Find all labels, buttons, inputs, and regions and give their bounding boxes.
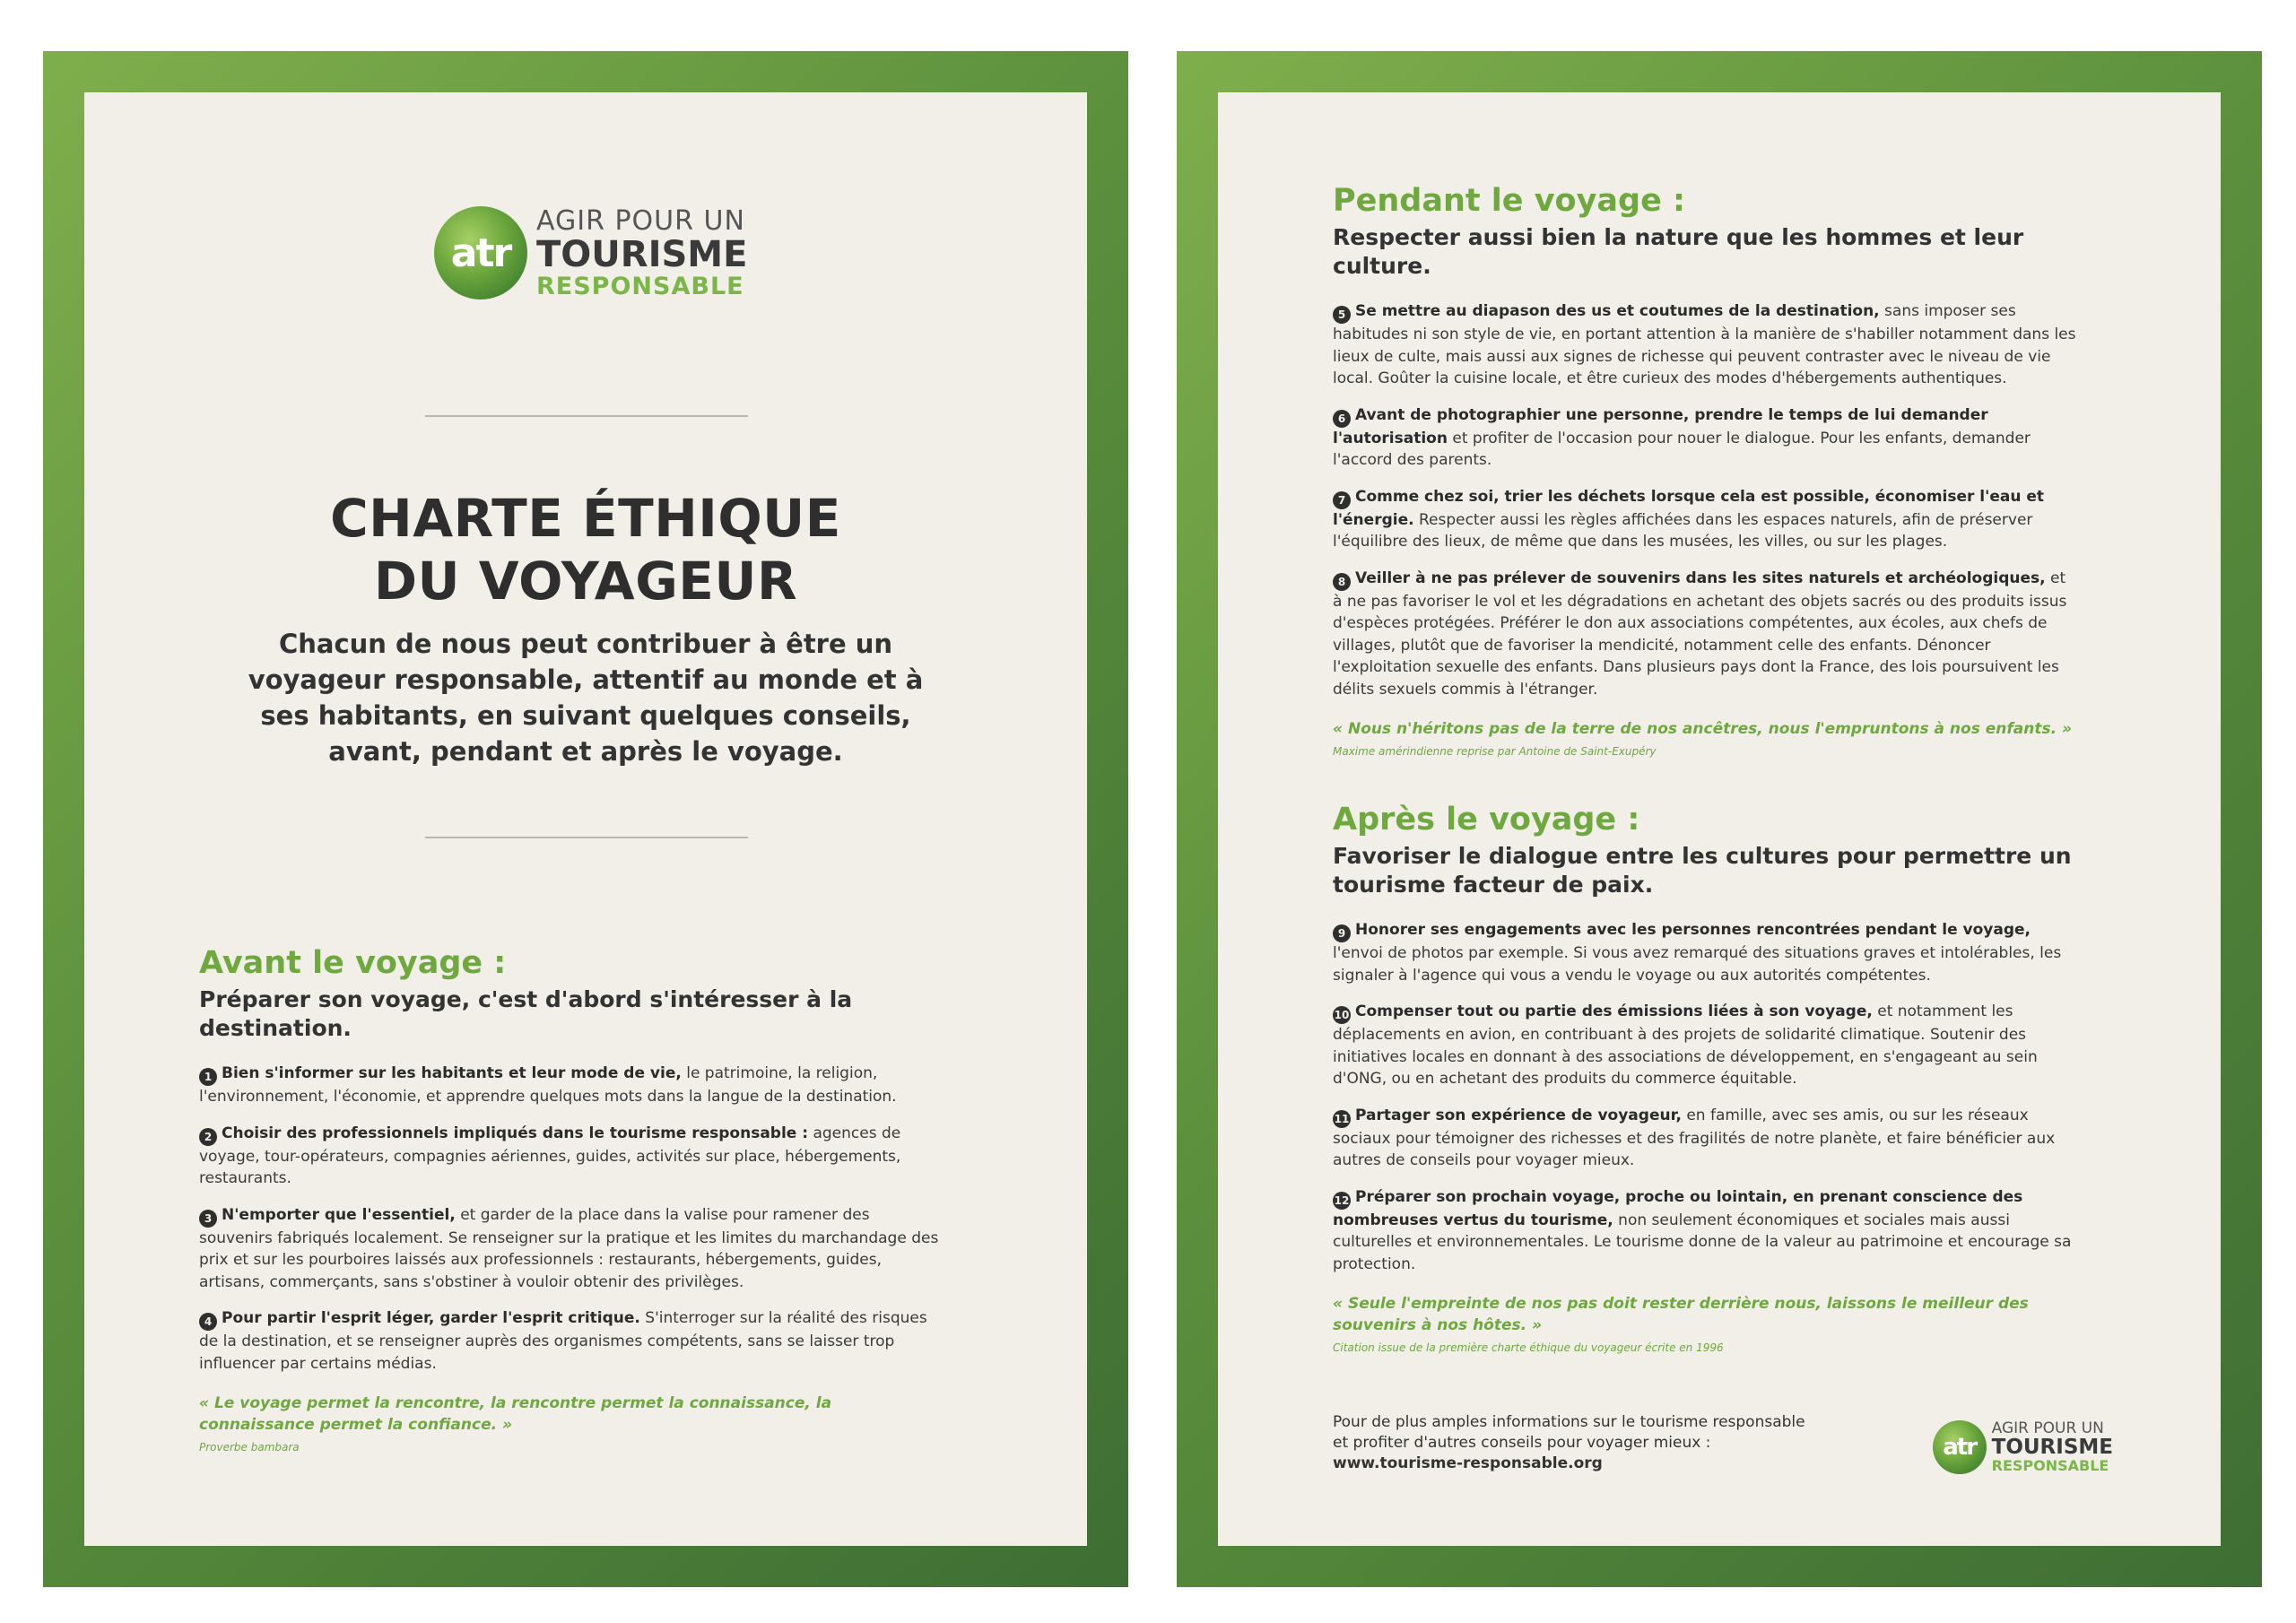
logo-line1: AGIR POUR UN	[536, 204, 745, 237]
number-badge: 10	[1333, 1006, 1351, 1024]
page-right	[1177, 51, 2262, 1587]
number-badge: 9	[1333, 924, 1351, 942]
section-heading: Après le voyage :	[1333, 802, 1640, 838]
list-item: 7 Comme chez soi, trier les déchets lorsque cela est possible, économiser l'eau et l'énergie. Respecter aussi les règles affichées dans les espaces naturels, afin de préserver l'équilibre des lieux, de même que dans les musées, les villes, ou sur les plages.	[1333, 487, 2045, 551]
list-item: 4 Pour partir l'esprit léger, garder l'esprit critique. S'interroger sur la réalité des risques de la destination, et se renseigner auprès des organismes compétents, sans se laisser trop influencer par certains médias.	[199, 1309, 927, 1373]
paper-right	[1218, 92, 2221, 1546]
list-item: 10 Compenser tout ou partie des émissions liées à son voyage, et notamment les déplacements en avion, en contribuant à des projets de solidarité climatique. Soutenir des initiatives locales en donnant à des associations de développement, en s'engageant au sein d'ONG, ou en achetant des produits du commerce équitable.	[1333, 1002, 2038, 1088]
quote: « Seule l'empreinte de nos pas doit rester derrière nous, laissons le meilleur des souvenirs à nos hôtes. »	[1333, 1295, 2029, 1334]
list-item: 12 Préparer son prochain voyage, proche ou lointain, en prenant conscience des nombreuses vertus du tourisme, non seulement économiques et sociales mais aussi culturelles et environnementales. Le tourisme donne de la valeur au patrimoine et encourage sa protection.	[1333, 1187, 2072, 1273]
quote: « Nous n'héritons pas de la terre de nos ancêtres, nous l'empruntons à nos enfants. »	[1333, 720, 2073, 738]
section-apres	[1333, 801, 2077, 1354]
intro-text: Chacun de nous peut contribuer à être un voyageur responsable, attentif au monde et à ses habitants, en suivant quelques conseils, avant, pendant et après le voyage.	[248, 629, 924, 767]
list-item: 8 Veiller à ne pas prélever de souvenirs dans les sites naturels et archéologiques, et à ne pas favoriser le vol et les dégradations en achetant des objets sacrés ou des produits issus d'espèces protégées. Préférer le don aux associations compétentes, aux écoles, aux chefs de villages, plutôt que de favoriser la mendicité, notamment celle des enfants. Dénoncer l'exploitation sexuelle des enfants. Dans plusieurs pays dont la France, des lois poursuivent les délits sexuels commis à l'étranger.	[1333, 568, 2067, 699]
logo-line2: TOURISME	[536, 233, 748, 275]
list-item: 2 Choisir des professionnels impliqués dans le tourisme responsable : agences de voyage, tour-opérateurs, compagnies aériennes, guides, activités sur place, hébergements, restaurants.	[199, 1124, 901, 1187]
page-left	[43, 51, 1128, 1587]
quote-source: Citation issue de la première charte éthique du voyageur écrite en 1996	[1333, 1341, 1724, 1354]
website-link[interactable]: www.tourisme-responsable.org	[1333, 1454, 1603, 1472]
number-badge: 4	[199, 1313, 217, 1331]
quote-source: Maxime amérindienne reprise par Antoine de Saint-Exupéry	[1333, 745, 1657, 758]
section-subheading: Favoriser le dialogue entre les cultures pour permettre un tourisme facteur de paix.	[1333, 843, 2072, 898]
number-badge: 11	[1333, 1110, 1351, 1128]
section-subheading: Respecter aussi bien la nature que les hommes et leur culture.	[1333, 224, 2024, 279]
list-item: 11 Partager son expérience de voyageur, en famille, avec ses amis, ou sur les réseaux sociaux pour témoigner des richesses et des fragilités de notre planète, et faire bénéficier aux autres de conseils pour voyager mieux.	[1333, 1106, 2056, 1169]
list-item: 3 N'emporter que l'essentiel, et garder de la place dans la valise pour ramener des souvenirs fabriqués localement. Se renseigner sur la pratique et les limites du marchandage des prix et sur les pourboires laissés aux professionnels : restaurants, hébergements, guides, artisans, commerçants, sans s'obstiner à vouloir obtenir des privilèges.	[199, 1205, 939, 1291]
number-badge: 6	[1333, 410, 1351, 428]
number-badge: 12	[1333, 1192, 1351, 1210]
logo-line3: RESPONSABLE	[536, 272, 744, 300]
number-badge: 7	[1333, 491, 1351, 509]
number-badge: 3	[199, 1210, 217, 1228]
number-badge: 1	[199, 1068, 217, 1086]
number-badge: 8	[1333, 573, 1351, 591]
number-badge: 2	[199, 1128, 217, 1146]
section-heading: Pendant le voyage :	[1333, 183, 1685, 219]
list-item: 5 Se mettre au diapason des us et coutumes de la destination, sans imposer ses habitudes ni son style de vie, en portant attention à la manière de s'habiller notamment dans les lieux de culte, mais aussi aux signes de richesse qui peuvent contraster avec le niveau de vie local. Goûter la cuisine locale, et être curieux des modes d'hébergements authentiques.	[1333, 302, 2076, 387]
atr-logo-icon: atr	[1933, 1420, 1987, 1474]
atr-logo	[434, 206, 747, 299]
section-pendant	[1333, 182, 2077, 758]
list-item: 9 Honorer ses engagements avec les personnes rencontrées pendant le voyage, l'envoi de photos par exemple. Si vous avez remarqué des situations graves et intolérables, les signaler à l'agence qui vous a vendu le voyage ou aux autorités compétentes.	[1333, 921, 2062, 985]
list-item: 6 Avant de photographier une personne, prendre le temps de lui demander l'autorisation et profiter de l'occasion pour nouer le dialogue. Pour les enfants, demander l'accord des parents.	[1333, 405, 2031, 469]
divider-top	[425, 415, 748, 417]
section-avant	[199, 944, 944, 1454]
footer-info: Pour de plus amples informations sur le tourisme responsable et profiter d'autres conseils pour voyager mieux : www.tourisme-responsable.org	[1333, 1413, 1805, 1472]
section-subheading: Préparer son voyage, c'est d'abord s'intéresser à la destination.	[199, 986, 853, 1041]
atr-logo-small: atr AGIR POUR UN TOURISME RESPONSABLE	[1933, 1420, 2113, 1474]
section-heading: Avant le voyage :	[199, 945, 507, 981]
divider-bottom	[425, 837, 748, 838]
page-title: CHARTE ÉTHIQUE DU VOYAGEUR	[330, 488, 841, 612]
quote: « Le voyage permet la rencontre, la rencontre permet la connaissance, la connaissance permet la confiance. »	[199, 1394, 832, 1434]
atr-logo-icon: atr	[434, 206, 527, 299]
paper-left	[84, 92, 1087, 1546]
number-badge: 5	[1333, 306, 1351, 324]
quote-source: Proverbe bambara	[199, 1441, 300, 1454]
list-item: 1 Bien s'informer sur les habitants et leur mode de vie, le patrimoine, la religion, l'environnement, l'économie, et apprendre quelques mots dans la langue de la destination.	[199, 1064, 897, 1106]
